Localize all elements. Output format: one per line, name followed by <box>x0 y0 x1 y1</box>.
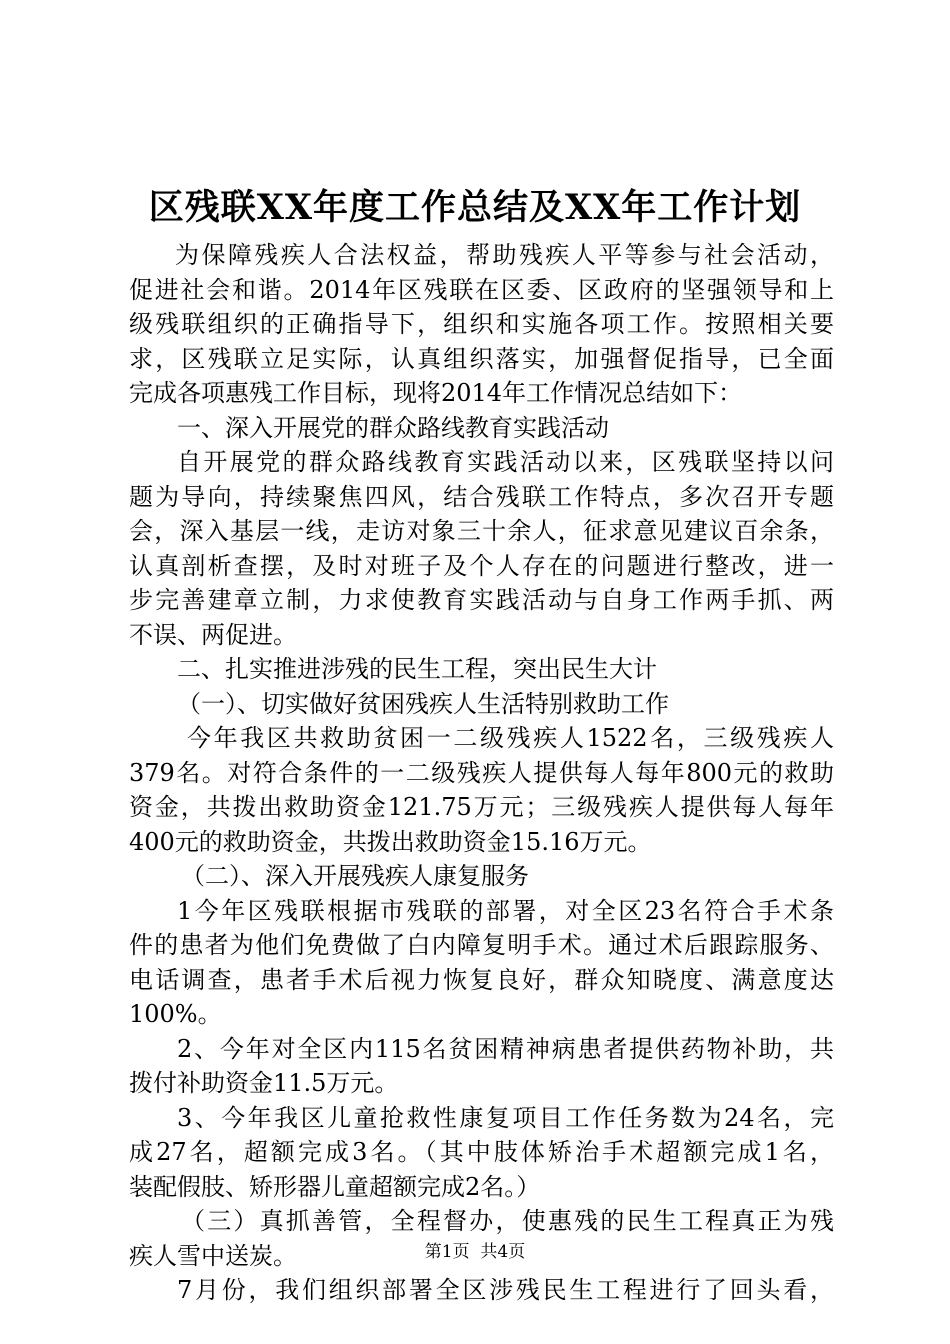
text-line: 1今年区残联根据市残联的部署，对全区23名符合手术条 <box>177 896 834 925</box>
text-line: 400元的救助资金，共拨出救助资金15.16万元。 <box>129 827 652 856</box>
text-line: 自开展党的群众路线教育实践活动以来，区残联坚持以问 <box>177 448 834 476</box>
text-line: （三）真抓善管，全程督办，使惠残的民生工程真正为残 <box>181 1207 834 1235</box>
text-line: 3、今年我区儿童抢救性康复项目工作任务数为24名，完 <box>177 1103 834 1132</box>
text-line: 100%。 <box>129 1000 222 1028</box>
text-line: 今年我区共救助贫困一二级残疾人1522名，三级残疾人 <box>187 724 834 752</box>
text-line: 二、扎实推进涉残的民生工程，突出民生大计 <box>177 655 657 683</box>
text-line: 成27名，超额完成3名。（其中肢体矫治手术超额完成1名， <box>129 1138 834 1166</box>
text-line: （一）、切实做好贫困残疾人生活特别救助工作 <box>177 689 669 718</box>
text-line: 资金，共拨出救助资金121.75万元；三级残疾人提供每人每年 <box>129 793 834 821</box>
text-line: 会，深入基层一线，走访对象三十余人，征求意见建议百余条， <box>129 517 834 545</box>
text-line: 疾人雪中送炭。 <box>129 1241 297 1270</box>
text-line: 7月份，我们组织部署全区涉残民生工程进行了回头看， <box>177 1276 834 1304</box>
text-line: 步完善建章立制，力求使教育实践活动与自身工作两手抓、两 <box>129 586 834 614</box>
text-line: 件的患者为他们免费做了白内障复明手术。通过术后跟踪服务、 <box>129 931 834 959</box>
text-line: 不误、两促进。 <box>129 620 297 649</box>
text-line: 题为导向，持续聚焦四风，结合残联工作特点，多次召开专题 <box>129 482 834 511</box>
text-line: （二）、深入开展残疾人康复服务 <box>181 862 529 890</box>
text-line: 一、深入开展党的群众路线教育实践活动 <box>177 413 609 442</box>
document-body <box>129 238 834 1308</box>
page-footer: 第1页 共4页 <box>424 1242 526 1262</box>
text-line: 认真剖析查摆，及时对班子及个人存在的问题进行整改，进一 <box>129 551 834 580</box>
text-line: 级残联组织的正确指导下，组织和实施各项工作。按照相关要 <box>129 310 834 338</box>
text-line: 电话调查，患者手术后视力恢复良好，群众知晓度、满意度达 <box>129 965 834 994</box>
text-line: 2、今年对全区内115名贫困精神病患者提供药物补助，共 <box>177 1034 834 1063</box>
text-line: 拨付补助资金11.5万元。 <box>129 1069 399 1097</box>
text-line: 完成各项惠残工作目标，现将2014年工作情况总结如下： <box>129 379 743 407</box>
text-line: 装配假肢、矫形器儿童超额完成2名。） <box>129 1172 541 1201</box>
text-line: 379名。对符合条件的一二级残疾人提供每人每年800元的救助 <box>129 758 834 787</box>
text-line: 求，区残联立足实际，认真组织落实，加强督促指导，已全面 <box>129 344 834 373</box>
text-line: 为保障残疾人合法权益，帮助残疾人平等参与社会活动， <box>175 241 834 269</box>
text-line: 促进社会和谐。2014年区残联在区委、区政府的坚强领导和上 <box>129 275 834 304</box>
document-title: 区残联XX年度工作总结及XX年工作计划 <box>148 187 802 228</box>
